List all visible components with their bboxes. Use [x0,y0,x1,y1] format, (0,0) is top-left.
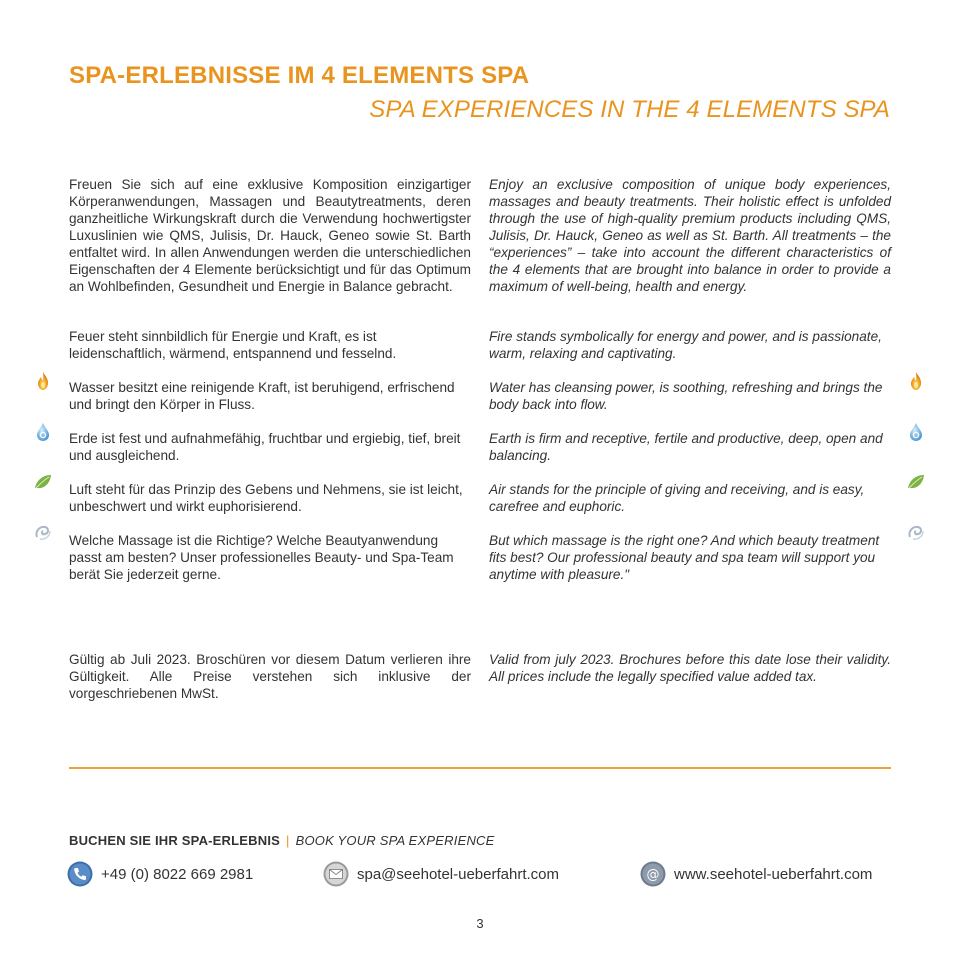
german-air-text: Luft steht für das Prinzip des Gebens und Nehmens, sie ist leicht, unbeschwert und wirkt euphorisierend. [69,482,463,514]
english-water-text-block [489,379,891,413]
website-contact[interactable] [640,861,872,887]
booking-label-german: BUCHEN SIE IHR SPA-ERLEBNIS [69,833,281,848]
leaf-icon [906,472,926,492]
english-closing-text: But which massage is the right one? And which beauty treatment fits best? Our professional beauty and spa team will support you anytime with pleasure." [489,533,880,582]
german-validity-text: Gültig ab Juli 2023. Broschüren vor diesem Datum verlieren ihre Gültigkeit. Alle Preise verstehen sich inklusive der vorgeschriebenen MwSt. [69,652,471,701]
english-earth-text-block [489,430,891,464]
email-contact[interactable] [323,861,559,887]
page-number: 3 [476,916,484,931]
english-fire-text: Fire stands symbolically for energy and power, and is passionate, warm, relaxing and captivating. [489,329,882,361]
english-water-text: Water has cleansing power, is soothing, refreshing and brings the body back into flow. [489,380,883,412]
page-title-german: SPA-ERLEBNISSE IM 4 ELEMENTS SPA [69,62,530,89]
english-air-text: Air stands for the principle of giving and receiving, and is easy, carefree and euphoric. [489,482,865,514]
german-validity-block [69,651,471,702]
email-address[interactable]: spa@seehotel-ueberfahrt.com [357,865,560,883]
german-fire-text: Feuer steht sinnbildlich für Energie und Kraft, es ist leidenschaftlich, wärmend, entspannend und fesselnd. [69,329,397,361]
leaf-icon [33,472,53,492]
german-water-text: Wasser besitzt eine reinigende Kraft, ist beruhigend, erfrischend und bringt den Körper in Fluss. [69,380,455,412]
website-url[interactable]: www.seehotel-ueberfahrt.com [674,865,873,883]
english-validity-block [489,651,891,685]
german-water-text-block [69,379,471,413]
booking-separator: | [286,833,290,848]
phone-contact[interactable] [67,861,253,887]
english-intro-block [489,176,891,295]
at-sign-icon [640,861,666,887]
flame-icon [906,371,926,391]
german-earth-text: Erde ist fest und aufnahmefähig, fruchtbar und ergiebig, tief, breit und ausgleichend. [69,431,461,463]
air-swirl-icon [906,522,926,542]
german-closing-block [69,532,471,583]
english-validity-text: Valid from july 2023. Brochures before this date lose their validity. All prices include the legally specified value added tax. [489,652,891,684]
english-closing-block [489,532,891,583]
flame-icon [33,371,53,391]
svg-text:@: @ [646,867,660,883]
german-closing-text: Welche Massage ist die Richtige? Welche Beautyanwendung passt am besten? Unser professionelles Beauty- und Spa-Team berät Sie jederzeit gerne. [69,533,454,582]
phone-number[interactable]: +49 (0) 8022 669 2981 [101,865,254,883]
booking-label-english: BOOK YOUR SPA EXPERIENCE [295,833,495,848]
divider-rule [69,767,891,769]
water-drop-icon [33,422,53,442]
phone-icon [67,861,93,887]
booking-heading [69,833,495,848]
english-earth-text: Earth is firm and receptive, fertile and productive, deep, open and balancing. [489,431,883,463]
water-drop-icon [906,422,926,442]
air-swirl-icon [33,522,53,542]
german-earth-text-block [69,430,471,464]
english-intro: Enjoy an exclusive composition of unique body experiences, massages and beauty treatments. Their holistic effect is unfolded through the use of high-quality premium products including QMS, Julisis, Dr. Hauck, Geneo as well as St. Barth. All treatments – the “experiences” – take into account the different characteristics of the 4 elements that are brought into balance in order to provide a maximum of well-being, health and energy. [489,177,891,294]
english-air-text-block [489,481,891,515]
german-air-text-block [69,481,471,515]
english-fire-text-block [489,328,891,362]
german-intro: Freuen Sie sich auf eine exklusive Komposition einzigartiger Körperanwendungen, Massagen und Beautytreatments, deren ganzheitliche Wirkungskraft durch die Verwendung hochwertigster Luxuslinien wie QMS, Julisis, Dr. Hauck, Geneo sowie St. Barth entfaltet wird. In allen Anwendungen werden die unterschiedlichen Eigenschaften der 4 Elemente berücksichtigt und für das Optimum an Wohlbefinden, Gesundheit und Energie in Balance gebracht. [69,177,471,294]
envelope-icon [323,861,349,887]
page-title-english: SPA EXPERIENCES IN THE 4 ELEMENTS SPA [369,96,890,123]
german-fire-text-block [69,328,471,362]
